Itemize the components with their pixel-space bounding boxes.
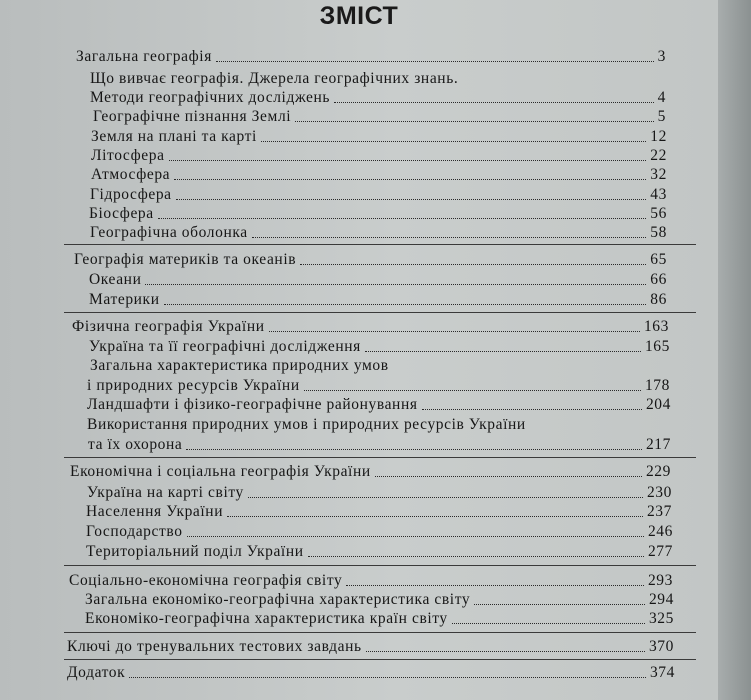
toc-entry: та їх охорона 217 xyxy=(88,436,671,453)
toc-entry: Фізична географія України 163 xyxy=(72,318,669,335)
toc-entry: Економічна і соціальна географія України 229 xyxy=(70,463,671,480)
section-divider xyxy=(64,659,696,660)
page-edge xyxy=(718,0,751,700)
section-divider xyxy=(64,457,696,458)
toc-entry: Ключі до тренувальних тестових завдань 370 xyxy=(67,638,674,655)
toc-entry: Використання природних умов і природних ресурсів України xyxy=(87,416,526,433)
toc-entry: Океани 66 xyxy=(89,271,667,288)
toc-entry: Господарство 246 xyxy=(86,523,673,540)
page-title: ЗМІСТ xyxy=(319,2,399,30)
toc-entry: Літосфера 22 xyxy=(91,147,667,164)
toc-entry: і природних ресурсів України 178 xyxy=(87,377,670,394)
toc-entry: Материки 86 xyxy=(89,291,667,308)
toc-entry: Соціально-економічна географія світу 293 xyxy=(69,572,673,589)
toc-entry: Загальна характеристика природних умов xyxy=(90,357,389,374)
toc-entry: Загальна географія 3 xyxy=(76,48,666,65)
toc-entry: Географія материків та океанів 65 xyxy=(74,251,667,268)
toc-entry: Методи географічних досліджень 4 xyxy=(90,89,666,106)
toc-entry: Що вивчає географія. Джерела географічних знань. xyxy=(90,70,459,87)
toc-entry: Загальна економіко-географічна характеристика світу 294 xyxy=(85,591,674,608)
toc-entry: Біосфера 56 xyxy=(89,205,667,222)
toc-entry: Географічне пізнання Землі 5 xyxy=(93,108,666,125)
toc-entry: Україна на карті світу 230 xyxy=(87,484,672,501)
toc-entry: Атмосфера 32 xyxy=(91,166,667,183)
toc-entry: Додаток 374 xyxy=(67,664,675,681)
toc-entry: Земля на плані та карті 12 xyxy=(91,128,667,145)
section-divider xyxy=(64,632,696,633)
section-divider xyxy=(64,244,696,245)
section-divider xyxy=(64,565,696,566)
toc-entry: Ландшафти і фізико-географічне районування 204 xyxy=(87,396,671,413)
toc-entry: Україна та її географічні дослідження 165 xyxy=(89,338,670,355)
toc-entry: Економіко-географічна характеристика країн світу 325 xyxy=(85,610,674,627)
toc-entry: Гідросфера 43 xyxy=(90,186,667,203)
toc-entry: Географічна оболонка 58 xyxy=(90,224,667,241)
section-divider xyxy=(64,312,696,313)
toc-entry: Територіальний поділ України 277 xyxy=(86,543,673,560)
toc-entry: Населення України 237 xyxy=(86,503,672,520)
